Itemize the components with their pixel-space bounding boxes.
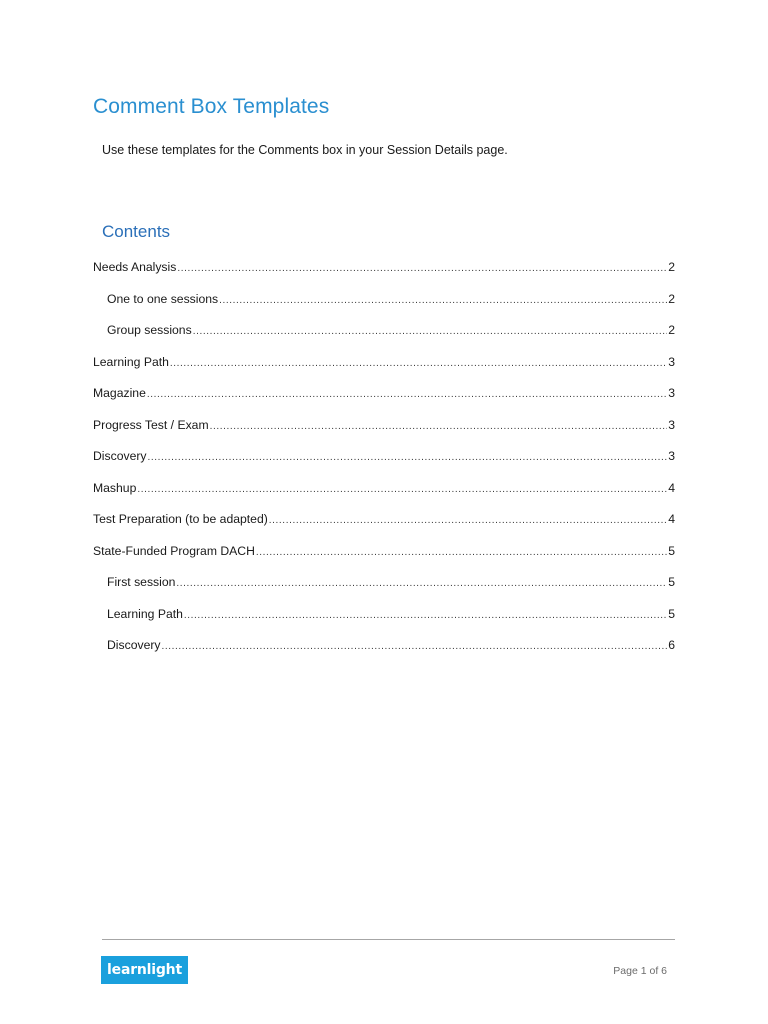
toc-entry[interactable]: [93, 575, 675, 607]
toc-entry-label: First session: [107, 575, 176, 589]
toc-entry[interactable]: [93, 544, 675, 576]
toc-entry-label: Group sessions: [107, 323, 192, 337]
toc-entry[interactable]: [93, 418, 675, 450]
toc-entry-label: One to one sessions: [107, 291, 219, 306]
toc-dot-leader: [177, 263, 667, 274]
document-title: Comment Box Templates: [93, 95, 330, 118]
toc-dot-leader: [148, 452, 668, 463]
toc-entry[interactable]: [93, 260, 675, 292]
toc-entry-label: Discovery: [107, 638, 161, 652]
toc-entry-page-number: 6: [668, 638, 675, 652]
toc-entry-label: Mashup: [93, 480, 137, 495]
page-number: Page 1 of 6: [613, 965, 667, 977]
toc-dot-leader: [137, 484, 667, 495]
toc-entry[interactable]: [93, 323, 675, 355]
toc-entry-page-number: 2: [668, 291, 675, 306]
toc-entry-page-number: 5: [668, 606, 675, 621]
toc-entry[interactable]: [93, 449, 675, 481]
toc-entry[interactable]: [93, 607, 675, 639]
toc-entry-label: Progress Test / Exam: [93, 417, 209, 432]
toc-heading: Contents: [102, 222, 171, 241]
toc-dot-leader: [147, 389, 667, 400]
toc-dot-leader: [193, 326, 668, 337]
toc-entry-label: Discovery: [93, 449, 147, 463]
learnlight-logo: learnlight: [101, 956, 188, 984]
toc-entry[interactable]: [93, 292, 675, 324]
table-of-contents: [93, 260, 675, 670]
toc-entry-page-number: 5: [668, 575, 675, 589]
footer-divider: [102, 939, 675, 940]
toc-entry-page-number: 4: [668, 480, 675, 495]
toc-entry[interactable]: [93, 512, 675, 544]
toc-entry-label: Needs Analysis: [93, 260, 177, 274]
toc-entry-label: Learning Path: [107, 606, 183, 621]
toc-entry-page-number: 2: [668, 323, 675, 337]
toc-dot-leader: [219, 295, 667, 306]
toc-entry-page-number: 3: [668, 354, 675, 369]
toc-dot-leader: [256, 547, 667, 558]
toc-entry[interactable]: [93, 386, 675, 418]
toc-dot-leader: [170, 358, 667, 369]
toc-entry-page-number: 2: [668, 260, 675, 274]
toc-entry-label: Learning Path: [93, 354, 169, 369]
toc-dot-leader: [269, 515, 667, 526]
toc-entry-label: Test Preparation (to be adapted): [93, 512, 268, 526]
toc-entry-page-number: 5: [668, 543, 675, 558]
toc-entry[interactable]: [93, 638, 675, 670]
toc-entry[interactable]: [93, 355, 675, 387]
toc-dot-leader: [184, 610, 667, 621]
toc-entry-page-number: 4: [668, 512, 675, 526]
intro-text: Use these templates for the Comments box in your Session Details page.: [102, 143, 508, 157]
toc-entry[interactable]: [93, 481, 675, 513]
toc-entry-label: State-Funded Program DACH: [93, 543, 255, 558]
toc-dot-leader: [162, 641, 668, 652]
toc-entry-page-number: 3: [668, 417, 675, 432]
toc-entry-page-number: 3: [668, 449, 675, 463]
toc-dot-leader: [176, 578, 667, 589]
toc-entry-page-number: 3: [668, 386, 675, 400]
toc-entry-label: Magazine: [93, 386, 146, 400]
toc-dot-leader: [210, 421, 668, 432]
